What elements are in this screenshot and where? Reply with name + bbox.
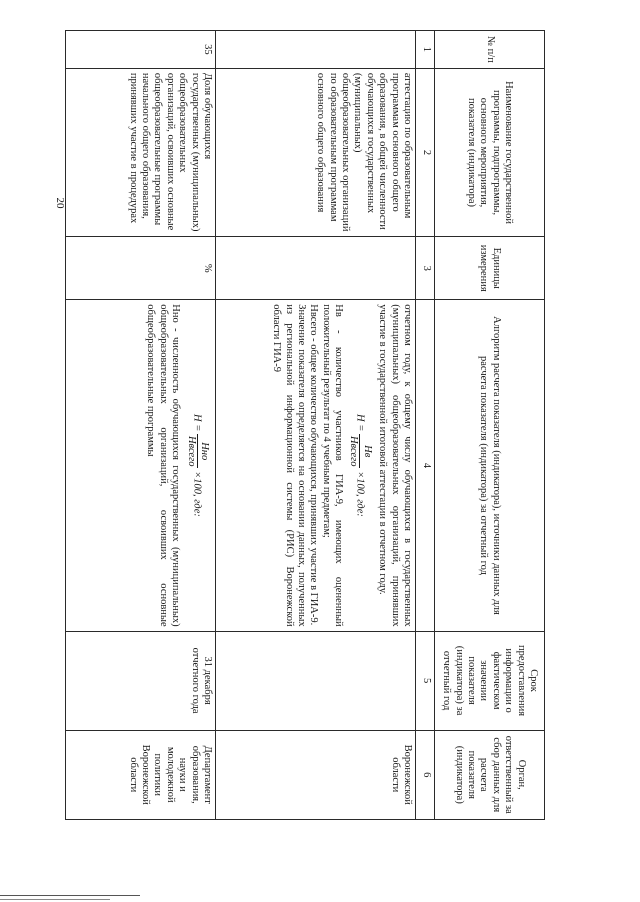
algorithm-paragraph: Значение показателя определяется на основании данных, полученных из региональной информационной системы (РИС) Воронежской области ГИА-9 (271, 304, 307, 627)
formula-lhs: Н = (191, 414, 203, 432)
algorithm-cell (66, 300, 216, 631)
algorithm-paragraph: Нв - количество участников ГИА-9, имеющих оцененный положительный результат по 4 учебным предметам; (320, 304, 345, 627)
formula-numerator: Нв (360, 434, 373, 469)
header-name: Наименование государственной программы, подпрограммы, основного мероприятия, показателя (индикатора) (435, 68, 545, 236)
table-row-continued (216, 31, 416, 820)
formula-fraction (184, 434, 210, 469)
col-number: 2 (416, 68, 435, 236)
organ-cell: Департамент образования, науки и молодежной политики Воронежской области (66, 730, 216, 819)
formula-denominator: Нвсего (348, 435, 360, 467)
col-number: 3 (416, 237, 435, 300)
header-organ: Орган, ответственный за сбор данных для расчета показателя (индикатора) (435, 730, 545, 819)
algorithm-cell (216, 300, 416, 631)
col-number: 5 (416, 631, 435, 730)
header-algorithm: Алгоритм расчета показателя (индикатора), источники данных для расчета показателя (индикатора) за отчетный год (435, 300, 545, 631)
unit-cell (216, 237, 416, 300)
rotated-table-wrapper (65, 30, 545, 820)
formula-lhs: Н = (354, 414, 366, 432)
table-row-35 (66, 31, 216, 820)
formula-numerator: Нно (197, 434, 210, 469)
scan-edge-line (0, 895, 140, 896)
algorithm-paragraph: Нвсего - общее количество обучающихся, принявших участие в ГИА-9. (308, 304, 320, 626)
header-num: № п/п (435, 31, 545, 69)
algorithm-paragraph: Нно - численность обучающихся государственных (муниципальных) общеобразовательных организаций, освоивших основные общеобразовательные программы (145, 304, 182, 627)
deadline-cell (216, 631, 416, 730)
deadline-cell: 31 декабря отчетного года (66, 631, 216, 730)
row-num-cell: 35 (66, 31, 216, 69)
col-number: 6 (416, 730, 435, 819)
organ-cell: Воронежской области (216, 730, 416, 819)
header-row (435, 31, 545, 820)
indicator-table (65, 30, 545, 820)
col-number: 4 (416, 300, 435, 631)
col-number: 1 (416, 31, 435, 69)
indicator-name-cell: Доля обучающихся государственных (муниципальных) общеобразовательных организаций, освоивших основные общеобразовательные программы начального общего образования, принявших участие в процедурах (66, 68, 216, 236)
formula-rhs: ×100, где: (354, 471, 366, 517)
indicator-name-cell: аттестацию по образовательным программам основного общего образования, в общей численности обучающихся государственных (муниципальных) общеобразовательных организаций по образовательным программам основного общего образования (216, 68, 416, 236)
scan-edge-line (0, 899, 110, 900)
formula-fraction (347, 434, 373, 469)
formula-rhs: ×100, где: (191, 471, 203, 517)
column-number-row (416, 31, 435, 820)
formula (347, 304, 373, 626)
formula (184, 304, 210, 626)
row-num-cell (216, 31, 416, 69)
formula-denominator: Нвсего (185, 435, 197, 467)
unit-cell: % (66, 237, 216, 300)
algorithm-intro: отчетном году, к общему числу обучающихся в государственных (муниципальных) общеобразовательных организаций, принявших участие в государственной итоговой аттестации в отчетном году. (377, 304, 413, 627)
header-deadline: Срок предоставления информации о фактическом значении показателя (индикатора) за отчетный год (435, 631, 545, 730)
header-unit: Единицы измерения (435, 237, 545, 300)
page-number: 20 (54, 197, 66, 209)
